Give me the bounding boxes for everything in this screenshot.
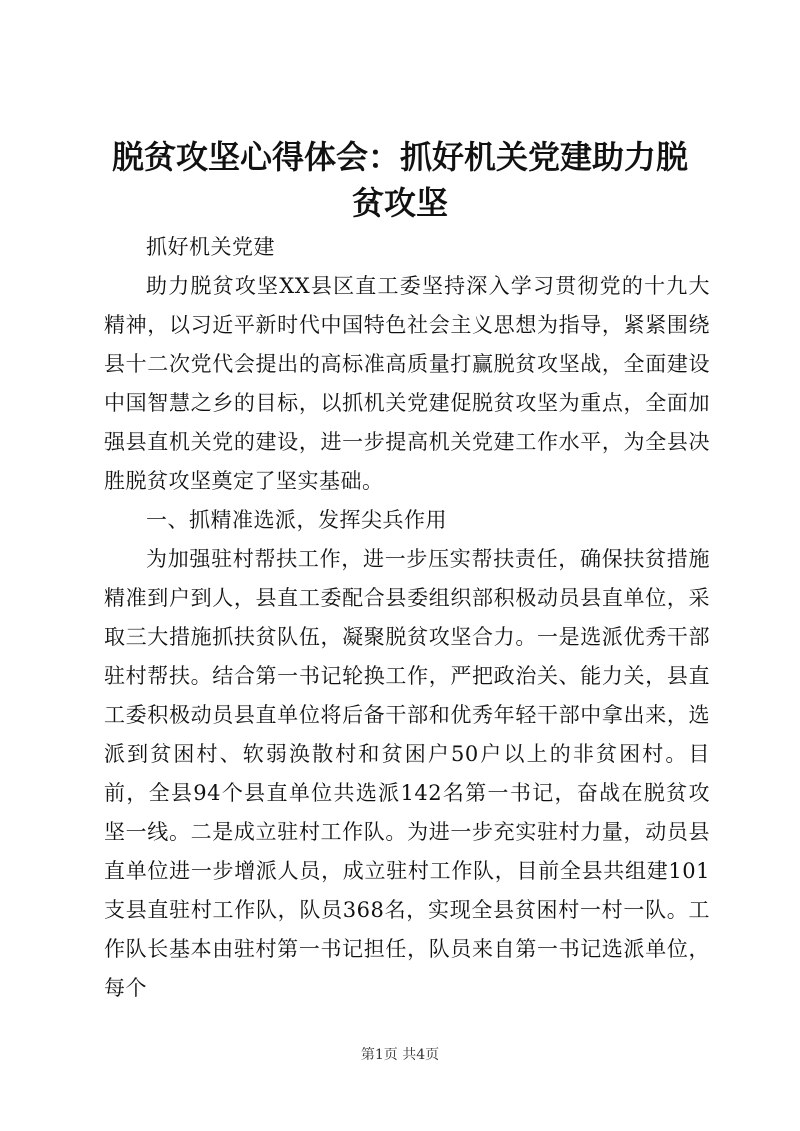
document-body	[104, 228, 710, 1008]
paragraph-subtitle: 抓好机关党建	[146, 235, 275, 259]
paragraph-section-1: 为加强驻村帮扶工作，进一步压实帮扶责任，确保扶贫措施精准到户到人，县直工委配合县委组织部积极动员县直单位，采取三大措施抓扶贫队伍，凝聚脱贫攻坚合力。一是选派优秀干部驻村帮扶。结合第一书记轮换工作，严把政治关、能力关，县直工委积极动员县直单位将后备干部和优秀年轻干部中拿出来，选派到贫困村、软弱涣散村和贫困户50户以上的非贫困村。目前，全县94个县直单位共选派142名第一书记，奋战在脱贫攻坚一线。二是成立驻村工作队。为进一步充实驻村力量，动员县直单位进一步增派人员，成立驻村工作队，目前全县共组建101支县直驻村工作队，队员368名，实现全县贫困村一村一队。工作队长基本由驻村第一书记担任，队员来自第一书记选派单位，每个	[104, 547, 710, 1000]
document-title: 脱贫攻坚心得体会：抓好机关党建助力脱贫攻坚	[111, 138, 688, 222]
paragraph-intro: 助力脱贫攻坚XX县区直工委坚持深入学习贯彻党的十九大精神，以习近平新时代中国特色社会主义思想为指导，紧紧围绕县十二次党代会提出的高标准高质量打赢脱贫攻坚战，全面建设中国智慧之乡的目标，以抓机关党建促脱贫攻坚为重点，全面加强县直机关党的建设，进一步提高机关党建工作水平，为全县决胜脱贫攻坚奠定了坚实基础。	[104, 274, 710, 493]
page-footer: 第1页 共4页	[360, 1047, 440, 1063]
section-heading-1: 一、抓精准选派，发挥尖兵作用	[146, 508, 447, 532]
